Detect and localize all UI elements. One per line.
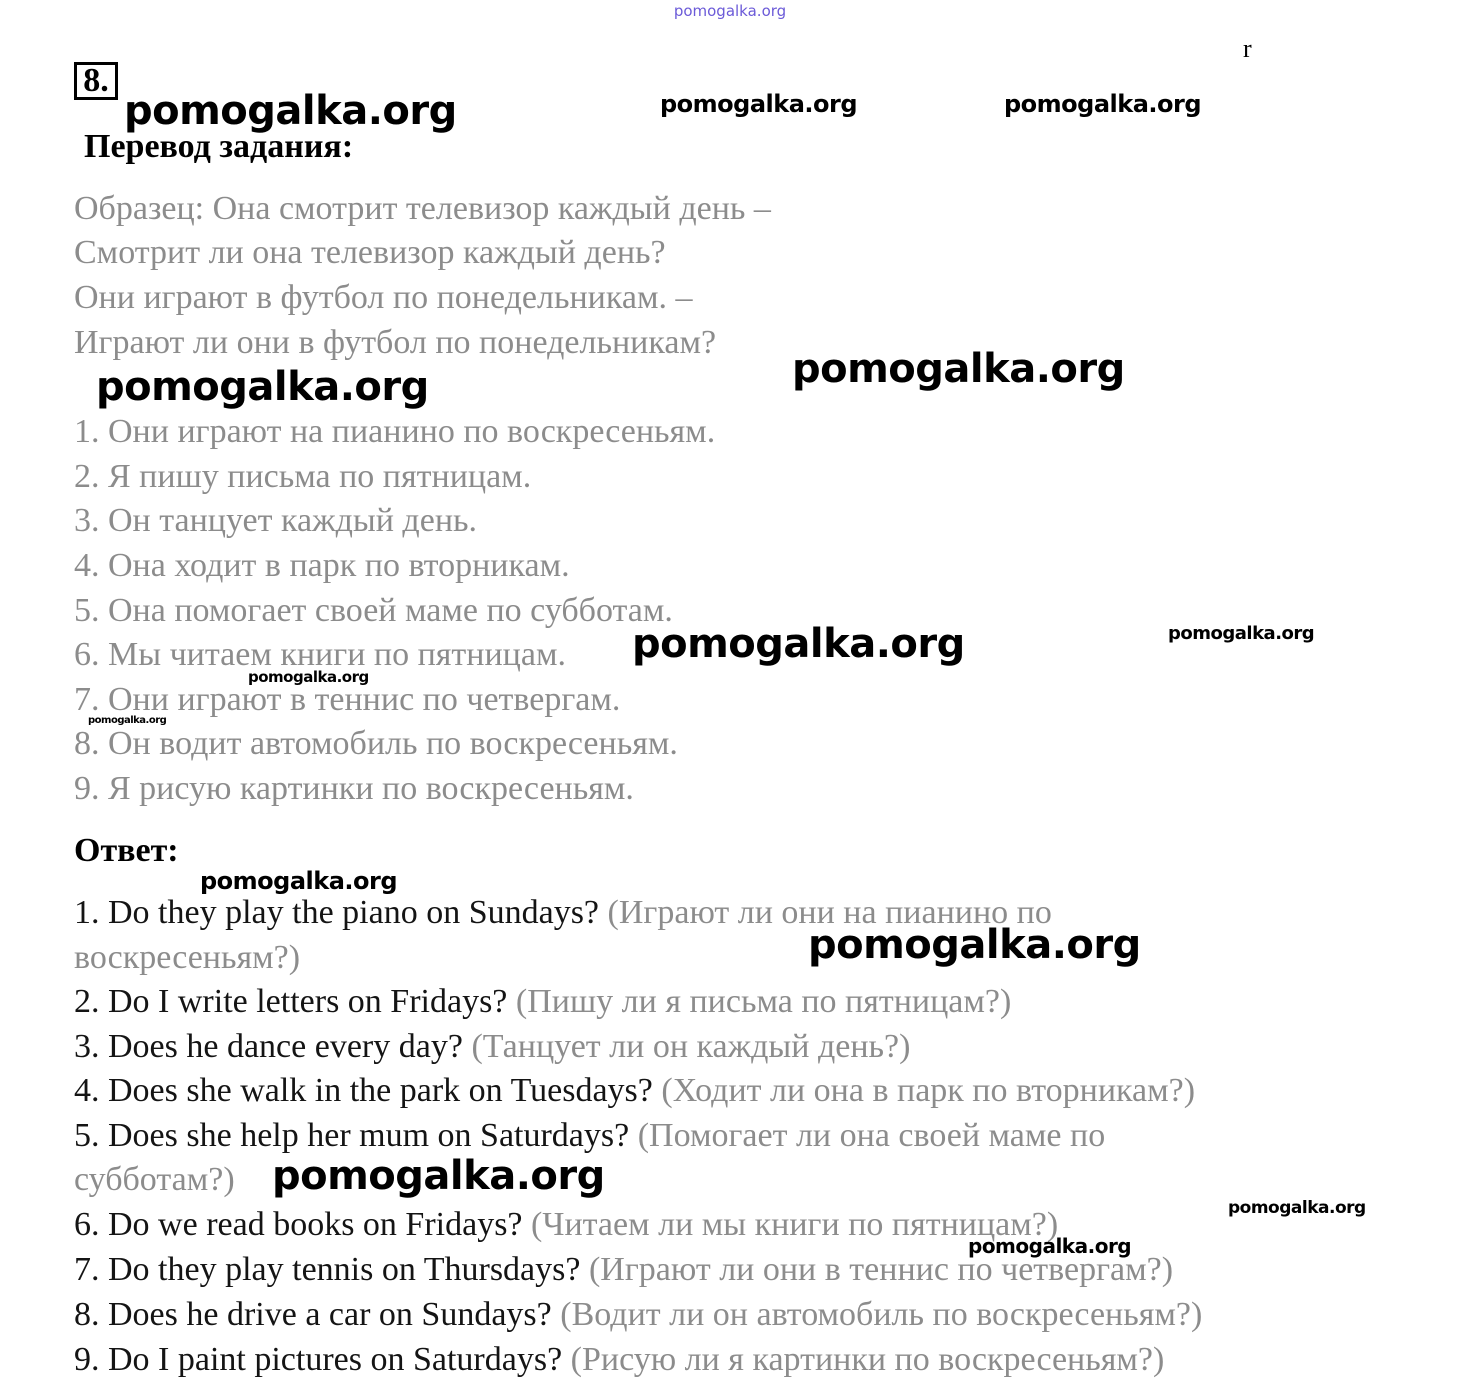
answer-english: 2. Do I write letters on Fridays? (74, 983, 508, 1020)
corner-mark: r (1243, 34, 1252, 63)
task-item: 6. Мы читаем книги по пятницам. (74, 636, 566, 673)
answer-english: 6. Do we read books on Fridays? (74, 1206, 523, 1243)
watermark: pomogalka.org (660, 90, 858, 118)
answer-english: 5. Does she help her mum on Saturdays? (74, 1117, 630, 1154)
answer-russian-continued: воскресеньям?) (74, 939, 301, 976)
answer-item (74, 1069, 1195, 1113)
answer-item (74, 1293, 1202, 1337)
task-item: 3. Он танцует каждый день. (74, 502, 478, 539)
watermark: pomogalka.org (248, 668, 369, 686)
answer-english: 3. Does he dance every day? (74, 1028, 463, 1065)
site-watermark-top[interactable]: pomogalka.org (673, 2, 787, 20)
answer-english: 7. Do they play tennis on Thursdays? (74, 1251, 581, 1288)
watermark: pomogalka.org (96, 364, 429, 410)
answer-russian: (Помогает ли она своей маме по (637, 1117, 1106, 1154)
watermark: pomogalka.org (272, 1153, 605, 1199)
answer-item (74, 980, 1011, 1024)
answer-russian: (Водит ли он автомобиль по воскресеньям?) (560, 1296, 1203, 1333)
task-number-box: 8. (74, 62, 118, 100)
example-line: Смотрит ли она телевизор каждый день? (74, 234, 666, 271)
task-item: 8. Он водит автомобиль по воскресеньям. (74, 725, 678, 762)
example-line: Образец: Она смотрит телевизор каждый день – (74, 190, 771, 227)
task-item: 9. Я рисую картинки по воскресеньям. (74, 770, 634, 807)
task-item: 1. Они играют на пианино по воскресеньям. (74, 413, 716, 450)
task-item: 5. Она помогает своей маме по субботам. (74, 592, 673, 629)
watermark: pomogalka.org (808, 922, 1141, 968)
answer-russian: (Рисую ли я картинки по воскресеньям?) (570, 1341, 1165, 1378)
answer-russian: (Играют ли они в теннис по четвергам?) (588, 1251, 1174, 1288)
answer-heading: Ответ: (74, 832, 179, 869)
answer-english: 9. Do I paint pictures on Saturdays? (74, 1341, 563, 1378)
answer-russian-continued: субботам?) (74, 1161, 235, 1198)
answer-english: 8. Does he drive a car on Sundays? (74, 1296, 552, 1333)
answer-russian: (Пишу ли я письма по пятницам?) (515, 983, 1012, 1020)
example-line: Они играют в футбол по понедельникам. – (74, 279, 693, 316)
watermark: pomogalka.org (1004, 90, 1202, 118)
example-line: Играют ли они в футбол по понедельникам? (74, 324, 717, 361)
watermark: pomogalka.org (88, 715, 167, 726)
answer-item (74, 1025, 910, 1069)
answer-english: 1. Do they play the piano on Sundays? (74, 894, 600, 931)
answer-english: 4. Does she walk in the park on Tuesdays? (74, 1072, 653, 1109)
answer-russian: (Танцует ли он каждый день?) (471, 1028, 911, 1065)
watermark: pomogalka.org (792, 346, 1125, 392)
task-translation-heading: Перевод задания: (84, 128, 354, 165)
watermark: pomogalka.org (1168, 623, 1315, 644)
watermark: pomogalka.org (200, 867, 398, 895)
watermark: pomogalka.org (1228, 1198, 1366, 1218)
watermark: pomogalka.org (124, 88, 457, 134)
answer-item (74, 1338, 1164, 1382)
task-item: 7. Они играют в теннис по четвергам. (74, 681, 621, 718)
answer-russian: (Ходит ли она в парк по вторникам?) (661, 1072, 1196, 1109)
task-item: 4. Она ходит в парк по вторникам. (74, 547, 570, 584)
watermark: pomogalka.org (968, 1234, 1132, 1258)
watermark: pomogalka.org (632, 621, 965, 667)
answer-russian: (Играют ли они на пианино по (607, 894, 1052, 931)
answer-item (74, 1203, 1058, 1247)
answer-russian: (Читаем ли мы книги по пятницам?) (531, 1206, 1059, 1243)
answer-item (74, 1114, 1105, 1158)
task-item: 2. Я пишу письма по пятницам. (74, 458, 532, 495)
